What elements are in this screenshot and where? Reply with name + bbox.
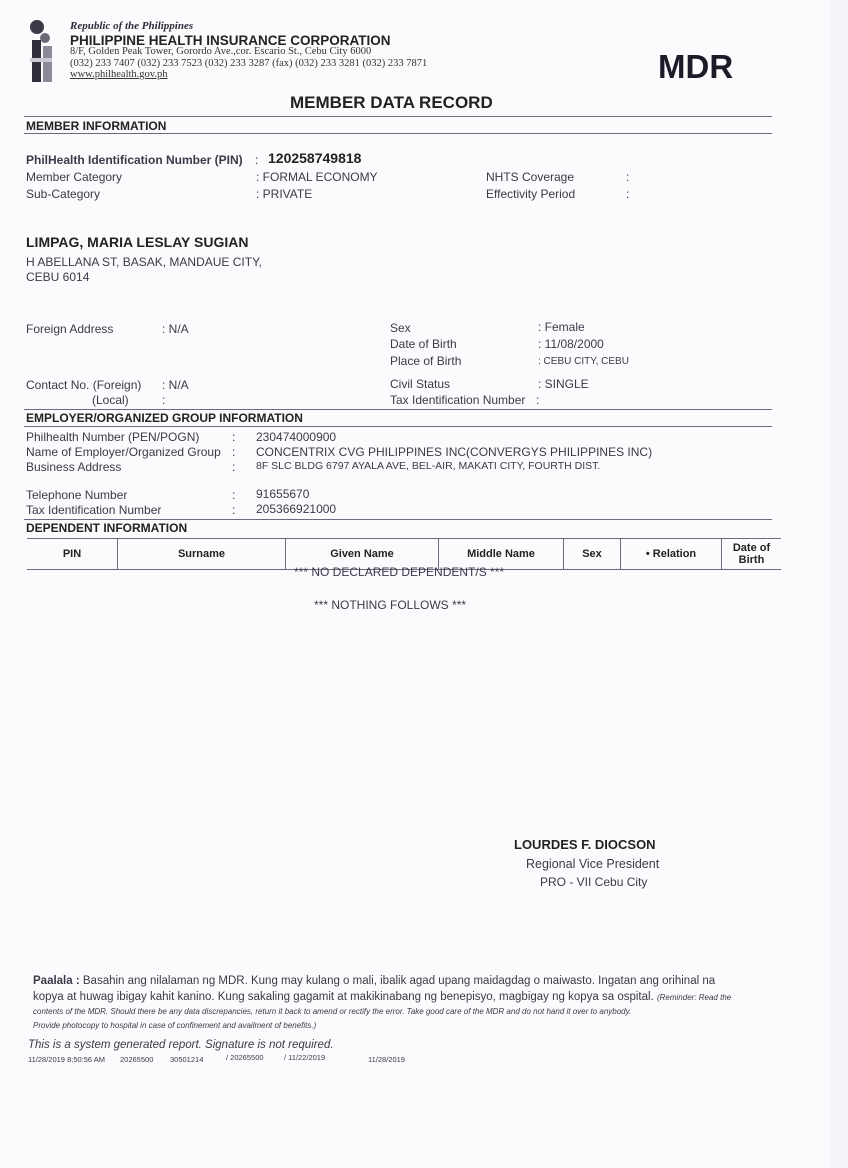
- date-of-birth-label: Date of Birth: [390, 337, 457, 351]
- member-category-value: : FORMAL ECONOMY: [256, 170, 378, 184]
- place-of-birth-value: : CEBU CITY, CEBU: [538, 356, 629, 367]
- nhts-coverage-colon: :: [626, 170, 630, 184]
- reminder-line3: contents of the MDR. Should there be any data discrepancies, return it back to amend or rectify the error. Take good care of the MDR and do not hand it over to anybody.: [33, 1007, 632, 1016]
- civil-status-label: Civil Status: [390, 377, 451, 391]
- no-dependents-message: *** NO DECLARED DEPENDENT/S ***: [294, 565, 505, 579]
- nothing-follows-message: *** NOTHING FOLLOWS ***: [314, 598, 467, 612]
- employer-name-label: Name of Employer/Organized Group: [26, 445, 221, 459]
- nhts-coverage-label: NHTS Coverage: [486, 170, 575, 184]
- mdr-badge: MDR: [658, 48, 734, 85]
- column-header-relation: • Relation: [621, 539, 722, 570]
- column-header-date-of-birth: Date of Birth: [722, 539, 782, 570]
- column-header-surname: Surname: [118, 539, 286, 570]
- column-header-given-name: Given Name: [286, 539, 439, 570]
- effectivity-period-label: Effectivity Period: [486, 187, 576, 201]
- divider: [24, 133, 772, 134]
- divider: [24, 116, 772, 117]
- trace-code-3: / 20265500: [226, 1053, 264, 1062]
- signatory-position: Regional Vice President: [526, 857, 660, 871]
- paalala-label: Paalala :: [33, 975, 80, 987]
- pin-value: 120258749818: [268, 150, 362, 166]
- column-header-sex: Sex: [564, 539, 621, 570]
- employer-tin-colon: :: [232, 503, 236, 517]
- contact-foreign-label: Contact No. (Foreign): [26, 378, 142, 392]
- member-tin-colon: :: [536, 393, 540, 407]
- signatory-office: PRO - VII Cebu City: [540, 875, 648, 889]
- trace-code-5: 11/28/2019: [368, 1055, 405, 1064]
- paalala-text-line2: kopya at huwag ibigay kahit kanino. Kung sakaling gagamit at makikinabang ng benepisyo, magbigay ng kopya sa ospital.: [33, 991, 654, 1003]
- foreign-address-value: : N/A: [162, 322, 189, 336]
- member-category-label: Member Category: [26, 170, 123, 184]
- business-address-value: 8F SLC BLDG 6797 AYALA AVE, BEL-AIR, MAKATI CITY, FOURTH DIST.: [256, 460, 601, 472]
- section-title-employer-information: EMPLOYER/ORGANIZED GROUP INFORMATION: [26, 411, 303, 425]
- employer-phone-value: 91655670: [256, 487, 310, 501]
- employer-name-colon: :: [232, 445, 236, 459]
- paalala-text-line1: Basahin ang nilalaman ng MDR. Kung may kulang o mali, ibalik agad upang maidagdag o maiwasto. Ingatan ang orihinal na: [82, 975, 716, 987]
- organization-website[interactable]: www.philhealth.gov.ph: [70, 69, 168, 80]
- effectivity-period-colon: :: [626, 187, 630, 201]
- employer-tin-value: 205366921000: [256, 502, 337, 516]
- system-generated-note: This is a system generated report. Signature is not required.: [28, 1039, 334, 1051]
- trace-code-2: 30501214: [170, 1055, 204, 1064]
- contact-local-label: (Local): [92, 393, 129, 407]
- organization-phones: (032) 233 7407 (032) 233 7523 (032) 233 3287 (fax) (032) 233 3281 (032) 233 7871: [70, 58, 428, 69]
- page-title: MEMBER DATA RECORD: [290, 93, 493, 112]
- date-of-birth-value: : 11/08/2000: [538, 337, 604, 351]
- employer-tin-label: Tax Identification Number: [26, 503, 162, 517]
- trace-datetime: 11/28/2019 8:50:56 AM: [28, 1055, 106, 1064]
- employer-name-value: CONCENTRIX CVG PHILIPPINES INC(CONVERGYS PHILIPPINES INC): [256, 445, 653, 459]
- business-address-colon: :: [232, 460, 236, 474]
- trace-code-4: / 11/22/2019: [284, 1053, 326, 1062]
- employer-pen-value: 230474000900: [256, 430, 337, 444]
- reminder-line4: Provide photocopy to hospital in case of confinement and availment of benefits.): [33, 1021, 317, 1030]
- divider: [24, 426, 772, 427]
- trace-code-1: 20265500: [120, 1055, 154, 1064]
- paalala-line1: [33, 975, 715, 987]
- divider: [24, 409, 772, 410]
- sex-label: Sex: [390, 321, 411, 335]
- pin-label: PhilHealth Identification Number (PIN): [26, 153, 243, 167]
- employer-phone-label: Telephone Number: [26, 488, 128, 502]
- sex-value: : Female: [538, 320, 585, 334]
- business-address-label: Business Address: [26, 460, 122, 474]
- column-header-middle-name: Middle Name: [439, 539, 564, 570]
- member-name: LIMPAG, MARIA LESLAY SUGIAN: [26, 234, 249, 250]
- sub-category-label: Sub-Category: [26, 187, 101, 201]
- pin-colon: :: [255, 153, 259, 167]
- member-address-line2: CEBU 6014: [26, 270, 90, 284]
- contact-local-colon: :: [162, 393, 166, 407]
- place-of-birth-label: Place of Birth: [390, 354, 462, 368]
- foreign-address-label: Foreign Address: [26, 322, 114, 336]
- employer-pen-colon: :: [232, 430, 236, 444]
- employer-phone-colon: :: [232, 488, 236, 502]
- civil-status-value: : SINGLE: [538, 377, 589, 391]
- republic-label: Republic of the Philippines: [70, 20, 194, 32]
- philhealth-logo-icon: [28, 18, 72, 86]
- contact-foreign-value: : N/A: [162, 378, 189, 392]
- reminder-intro: (Reminder: Read the: [656, 993, 732, 1002]
- section-title-dependent-information: DEPENDENT INFORMATION: [26, 521, 188, 535]
- section-title-member-information: MEMBER INFORMATION: [26, 119, 167, 133]
- organization-name: PHILIPPINE HEALTH INSURANCE CORPORATION: [70, 33, 391, 48]
- member-address-line1: H ABELLANA ST, BASAK, MANDAUE CITY,: [26, 255, 262, 269]
- divider: [24, 519, 772, 520]
- member-tin-label: Tax Identification Number: [390, 393, 526, 407]
- organization-address: 8/F, Golden Peak Tower, Gorordo Ave.,cor. Escario St., Cebu City 6000: [70, 46, 372, 57]
- signatory-name: LOURDES F. DIOCSON: [514, 837, 656, 852]
- paalala-line2: [33, 991, 731, 1003]
- sub-category-value: : PRIVATE: [256, 187, 313, 201]
- employer-pen-label: Philhealth Number (PEN/POGN): [26, 430, 200, 444]
- column-header-pin: PIN: [27, 539, 118, 570]
